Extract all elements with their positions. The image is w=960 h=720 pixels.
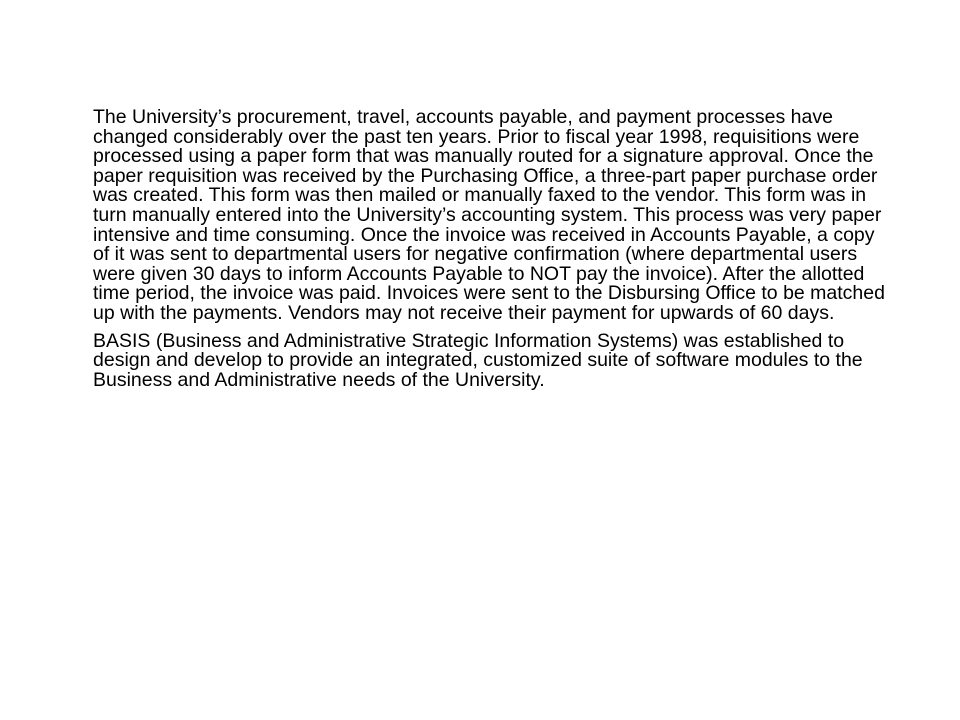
body-text	[93, 108, 893, 398]
paragraph-basis: BASIS (Business and Administrative Strategic Information Systems) was established to design and develop to provide an integrated, customized suite of software modules to the Business and Administrative needs of the University.	[93, 329, 863, 391]
paragraph-procurement-history: The University’s procurement, travel, accounts payable, and payment processes have changed considerably over the past ten years. Prior to fiscal year 1998, requisitions were processed using a paper form that was manually routed for a signature approval. Once the paper requisition was received by the Purchasing Office, a three-part paper purchase order was created. This form was then mailed or manually faxed to the vendor. This form was in turn manually entered into the University’s accounting system. This process was very paper intensive and time consuming. Once the invoice was received in Accounts Payable, a copy of it was sent to departmental users for negative confirmation (where departmental users were given 30 days to inform Accounts Payable to NOT pay the invoice). After the allotted time period, the invoice was paid. Invoices were sent to the Disbursing Office to be matched up with the payments. Vendors may not receive their payment for upwards of 60 days.	[93, 106, 885, 324]
